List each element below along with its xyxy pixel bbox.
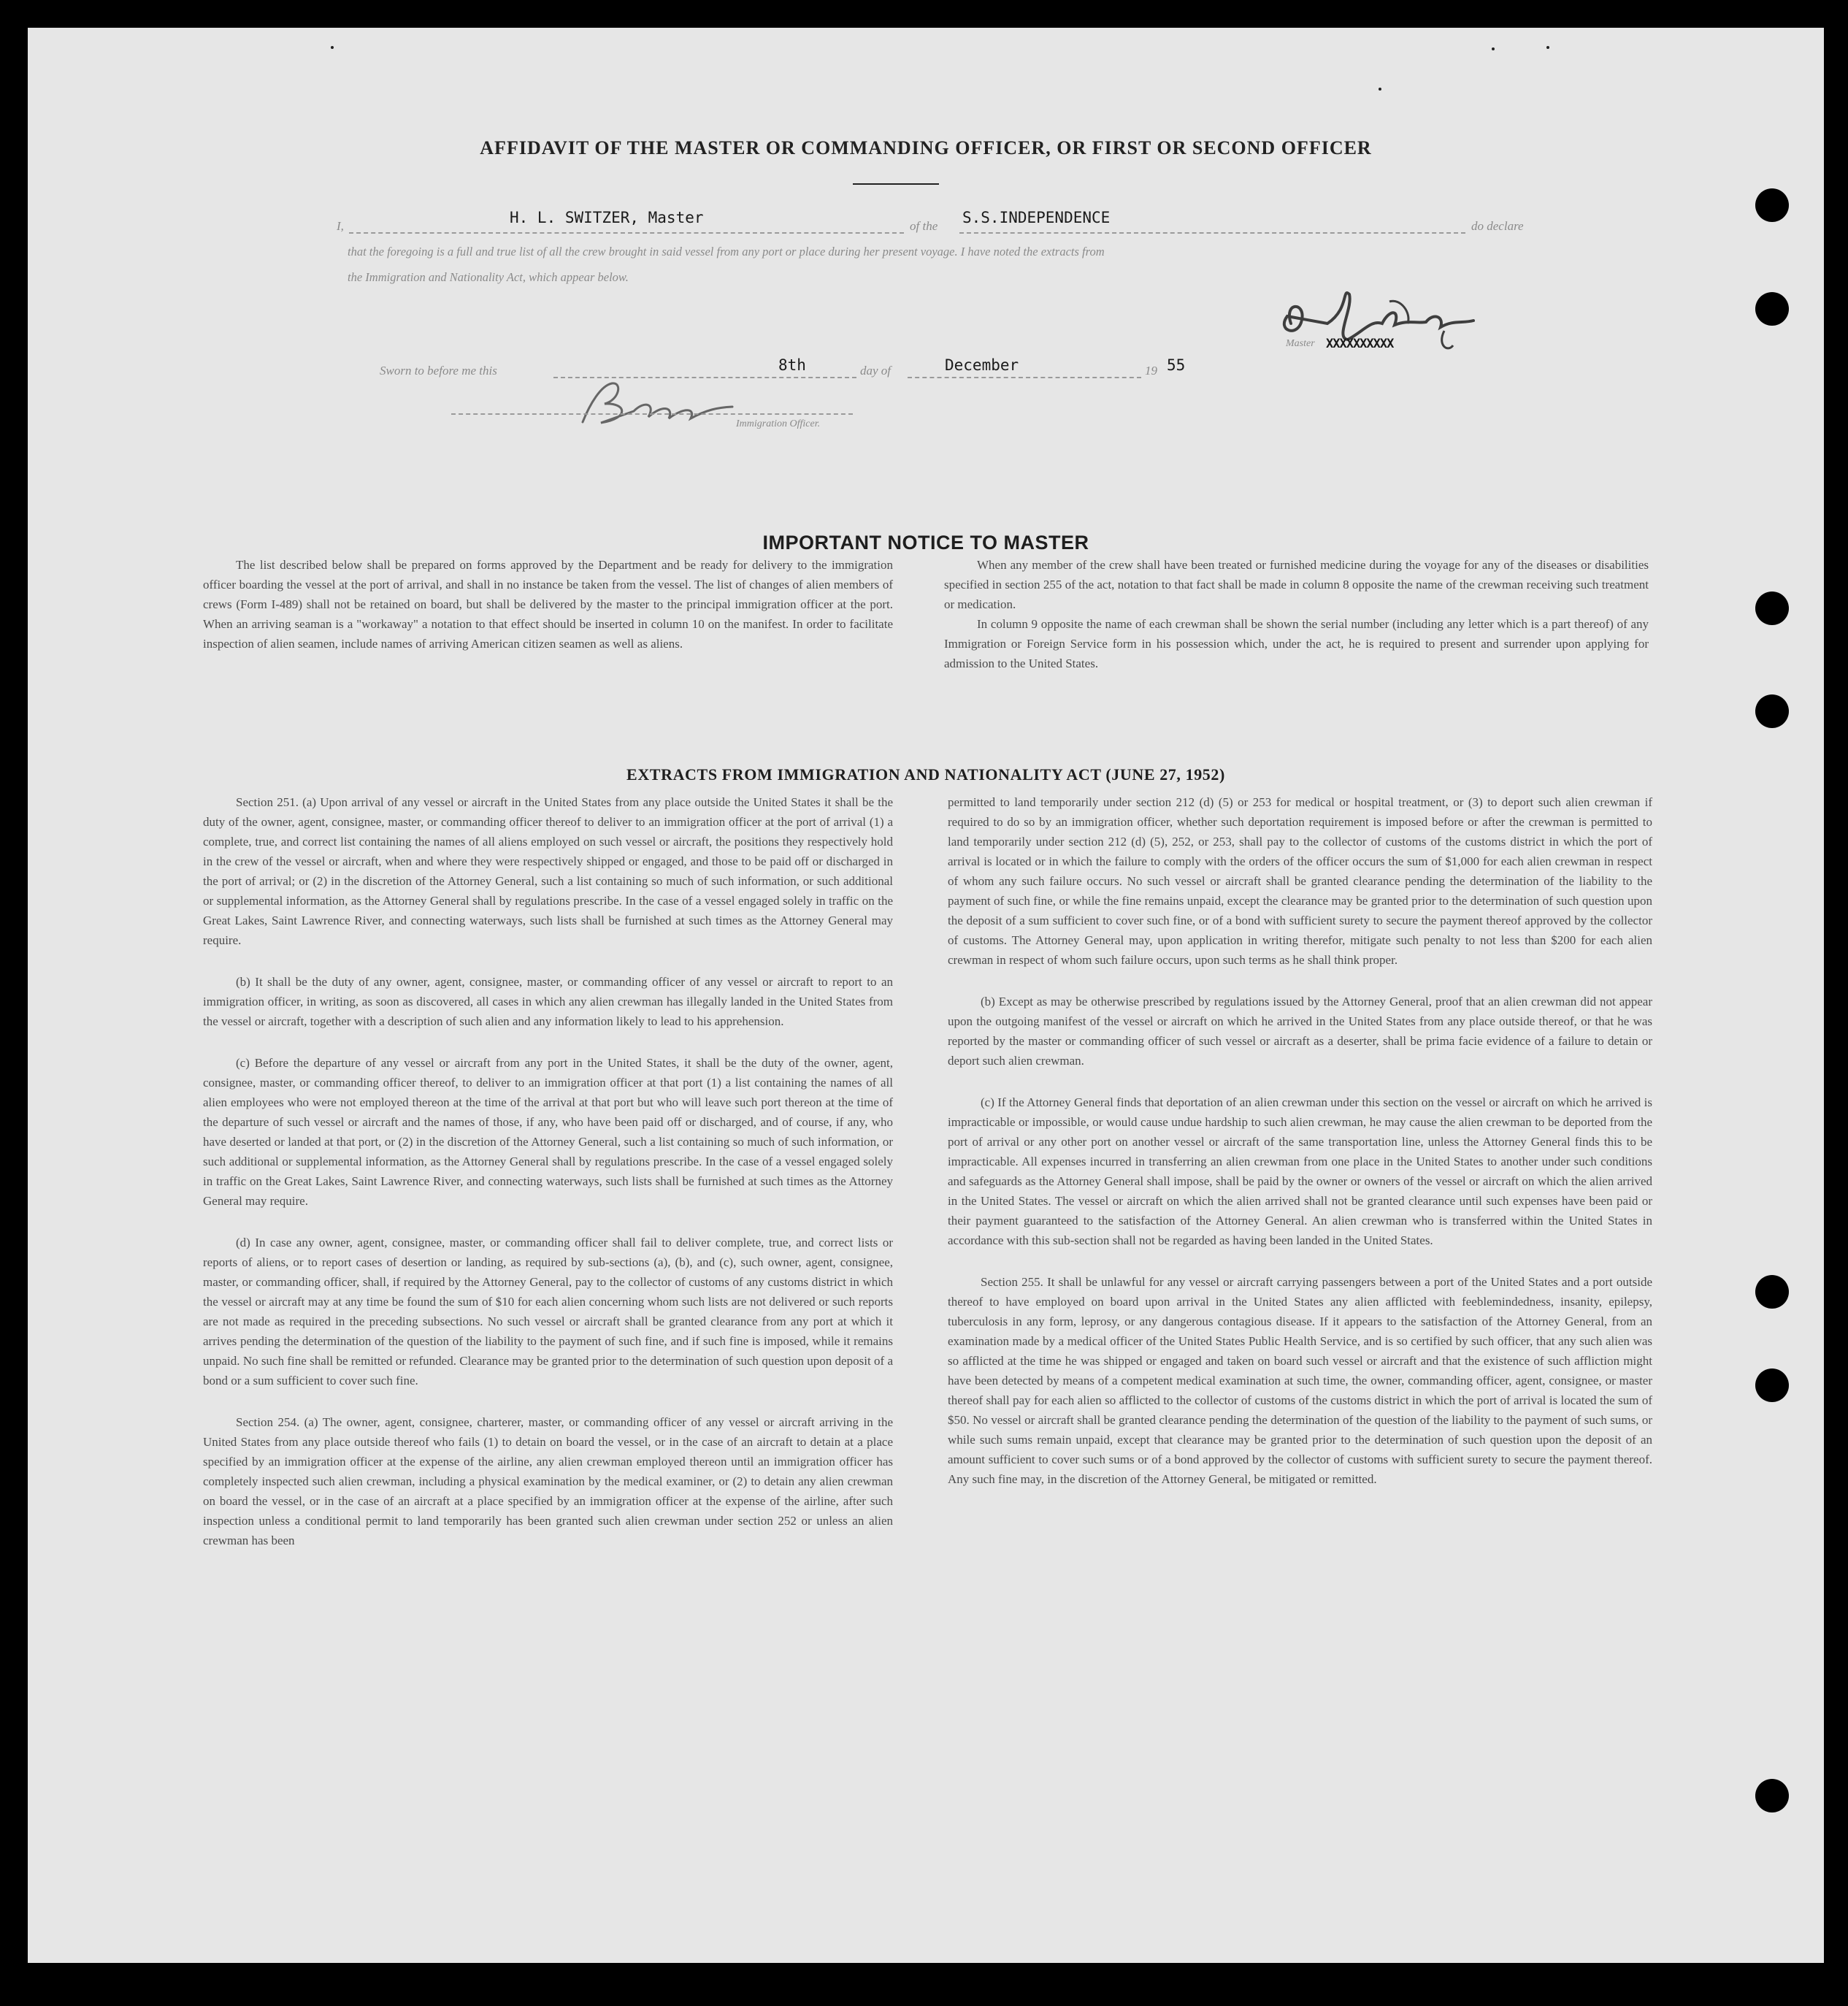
section-251b: (b) It shall be the duty of any owner, agent, consignee, master, or commanding officer of any vessel or aircraft to report to an immigration officer, in writing, as soon as discovered, all cases in which any alien crewman has illegally landed in the United States from the vessel or aircraft, together with a description of such alien and any information likely to lead to his apprehension. xyxy=(203,975,893,1028)
sworn-label: Sworn to before me this xyxy=(380,364,497,378)
declaration-line-2: the Immigration and Nationality Act, which appear below. xyxy=(348,270,629,284)
binder-hole xyxy=(1755,592,1789,625)
notice-right-paragraph-1: When any member of the crew shall have been treated or furnished medicine during the voyage for any of the diseases or disabilities specified in section 255 of the act, notation to that fact shall be made in column 8 opposite the name of the crewman receiving such treatment or medication. xyxy=(944,558,1649,611)
do-declare-label: do declare xyxy=(1471,219,1524,233)
extracts-left-column xyxy=(203,792,893,1561)
extracts-title: EXTRACTS FROM IMMIGRATION AND NATIONALITY ACT (JUNE 27, 1952) xyxy=(626,765,1225,784)
notice-left-paragraph: The list described below shall be prepared on forms approved by the Department and be ready for delivery to the immigration officer boarding the vessel at the port of arrival, and shall in no instance be taken from the vessel. The list of changes of alien members of crews (Form I-489) shall not be retained on board, but shall be delivered by the master to the principal immigration officer at the port. When an arriving seaman is a "workaway" a notation to that effect should be inserted in column 10 on the manifest. In order to facilitate inspection of alien seamen, include names of arriving American citizen seamen as well as aliens. xyxy=(203,558,893,651)
officer-caption: Immigration Officer. xyxy=(736,418,821,429)
binder-hole xyxy=(1755,1779,1789,1812)
scan-speck xyxy=(331,46,334,49)
binder-hole xyxy=(1755,1368,1789,1402)
month-value: December xyxy=(945,356,1019,374)
day-of-label: day of xyxy=(860,364,892,378)
important-notice-title: IMPORTANT NOTICE TO MASTER xyxy=(762,532,1089,554)
section-254a: Section 254. (a) The owner, agent, consignee, charterer, master, or commanding officer of any vessel or aircraft arriving in the United States from any place outside thereof who fails (1) to detain on board the vessel, or in the case of an aircraft to detain at a place specified by an immigration officer at the expense of the airline, any alien crewman employed thereon until an immigration officer has completely inspected such alien crewman, including a physical examination by the medical examiner, or (2) to detain any alien crewman on board the vessel, or in the case of an aircraft at a place specified by an immigration officer at the expense of the airline, after such inspection unless a conditional permit to land temporarily has been granted such alien crewman under section 252 or unless an alien crewman has been xyxy=(203,1415,893,1547)
vessel-field-line xyxy=(959,232,1465,234)
scan-speck xyxy=(1379,88,1381,91)
section-254c: (c) If the Attorney General finds that deportation of an alien crewman under this section on the vessel or aircraft on which he arrived is impracticable or impossible, or would cause undue hardship to such alien crewman, he may cause the alien crewman to be deported from the port of arrival or any other port on another vessel or aircraft of the same transportation line, unless the Attorney General finds this to be impracticable. All expenses incurred in transferring an alien crewman from one place in the United States to another under such conditions and safeguards as the Attorney General shall impose, shall be paid by the owner or owners of the vessel or aircraft on which the alien arrived in the United States. The vessel or aircraft on which the alien arrived shall not be granted clearance until such expenses have been paid or their payment guaranteed to the satisfaction of the Attorney General. An alien crewman who is transferred within the United States in accordance with this sub-section shall not be regarded as having been landed in the United States. xyxy=(948,1095,1652,1247)
scan-speck xyxy=(1546,46,1549,49)
notice-right-column xyxy=(944,555,1649,684)
section-251a: Section 251. (a) Upon arrival of any vessel or aircraft in the United States from any place outside the United States it shall be the duty of the owner, agent, consignee, master, or commanding officer thereof to deliver to an immigration officer at the port of arrival (1) a complete, true, and correct list containing the names of all aliens employed on such vessel or aircraft, the positions they respectively hold in the crew of the vessel or aircraft, when and where they were respectively shipped or engaged, and those to be paid off or discharged in the port of arrival; or (2) in the discretion of the Attorney General, such a list containing so much of such information, or such additional or supplemental information, as the Attorney General shall by regulations prescribe. In the case of a vessel engaged solely in traffic on the Great Lakes, Saint Lawrence River, and connecting waterways, such lists shall be furnished at such times as the Attorney General may require. xyxy=(203,795,893,947)
master-title-strikeout: XXXXXXXXXX xyxy=(1326,337,1394,351)
immigration-officer-signature xyxy=(561,375,751,433)
affidavit-title: AFFIDAVIT OF THE MASTER OR COMMANDING OFFICER, OR FIRST OR SECOND OFFICER xyxy=(480,137,1372,158)
year-prefix: 19 xyxy=(1145,364,1157,378)
officer-signature-line xyxy=(451,413,853,415)
year-value: 55 xyxy=(1167,356,1186,374)
declaration-line-1: that the foregoing is a full and true list of all the crew brought in said vessel from any port or place during her present voyage. I have noted the extracts from xyxy=(348,245,1105,259)
binder-hole xyxy=(1755,292,1789,326)
of-the-label: of the xyxy=(910,219,938,233)
document-page xyxy=(28,28,1824,1963)
month-field-line xyxy=(908,377,1141,378)
section-255: Section 255. It shall be unlawful for any vessel or aircraft carrying passengers between a port of the United States and a port outside thereof to have employed on board upon arrival in the United States any alien afflicted with feeblemindedness, insanity, epilepsy, tuberculosis in any form, leprosy, or any dangerous contagious disease. If it appears to the satisfaction of the Attorney General, from an examination made by a medical officer of the United States Public Health Service, and is so certified by such officer, that any such alien was so afflicted at the time he was shipped or engaged and taken on board such vessel or aircraft and that the existence of such affliction might have been detected by means of a competent medical examination at such time, the owner, commanding officer, agent, consignee, or master thereof shall pay for each alien so afflicted to the collector of customs of the customs district in which the port of arrival is located the sum of $50. No vessel or aircraft shall be granted clearance pending the determination of the question of the liability to the payment of such sums, or while such sums remain unpaid, except that clearance may be granted prior to the determination of such question upon the deposit of an amount sufficient to cover such sums or of a bond approved by the collector of customs with sufficient surety to secure the payment thereof. Any such fine may, in the discretion of the Attorney General, be mitigated or remitted. xyxy=(948,1275,1652,1486)
i-label: I, xyxy=(337,219,344,233)
name-field-line xyxy=(349,232,904,234)
notice-right-paragraph-2: In column 9 opposite the name of each crewman shall be shown the serial number (including any letter which is a part thereof) of any Immigration or Foreign Service form in his possession which, under the act, he is required to present and surrender upon applying for admission to the United States. xyxy=(944,617,1649,670)
binder-hole xyxy=(1755,1275,1789,1309)
section-251d: (d) In case any owner, agent, consignee, master, or commanding officer shall fail to deliver complete, true, and correct lists or reports of aliens, or to report cases of desertion or landing, as required by sub-sections (a), (b), and (c), such owner, agent, consignee, master, or commanding officer, shall, if required by the Attorney General, pay to the collector of customs of any customs district in which the vessel or aircraft may at any time be found the sum of $10 for each alien concerning whom such lists are not delivered or such reports are not made as required in the preceding subsections. No such vessel or aircraft shall be granted clearance from any port at which it arrives pending the determination of the question of the liability to the payment of such fine, and if such fine is imposed, while it remains unpaid. No such fine shall be remitted or refunded. Clearance may be granted prior to the determination of such question upon deposit of a bond or a sum sufficient to cover such fine. xyxy=(203,1236,893,1387)
scan-speck xyxy=(1492,47,1495,50)
binder-hole xyxy=(1755,694,1789,728)
day-value: 8th xyxy=(778,356,806,374)
master-caption: Master xyxy=(1286,338,1315,349)
section-254b: (b) Except as may be otherwise prescribed by regulations issued by the Attorney General, proof that an alien crewman did not appear upon the outgoing manifest of the vessel or aircraft on which he arrived in the United States from any place outside thereof, or that he was reported by the master or commanding officer of such vessel or aircraft as a deserter, shall be prima facie evidence of a failure to detain or deport such alien crewman. xyxy=(948,995,1652,1068)
title-rule xyxy=(853,183,939,185)
extracts-right-column xyxy=(948,792,1652,1499)
master-name-value: H. L. SWITZER, Master xyxy=(510,209,704,226)
section-254a-continued: permitted to land temporarily under section 212 (d) (5) or 253 for medical or hospital treatment, or (3) to deport such alien crewman if required to do so by an immigration officer, whether such deportation requirement is imposed before or after the crewman is permitted to land temporarily under section 212 (d) (5), 252, or 253, shall pay to the collector of customs of the customs district in which the port of arrival is located or in which the failure to comply with the orders of the officer occurs the sum of $1,000 for each alien crewman in respect of whom any such failure occurs. No such vessel or aircraft shall be granted clearance pending the determination of the liability to the payment of such fine, or while the fine remains unpaid, except the clearance may be granted prior to the determination of such question upon the deposit of a sum sufficient to cover such fine, or of a bond with sufficient surety to secure the payment thereof approved by the collector of customs. The Attorney General may, upon application in writing therefor, mitigate such penalty to not less than $200 for each alien crewman in respect of whom such failure occurs, upon such terms as he shall think proper. xyxy=(948,795,1652,967)
binder-hole xyxy=(1755,188,1789,222)
notice-left-column xyxy=(203,555,893,664)
section-251c: (c) Before the departure of any vessel or aircraft from any port in the United States, it shall be the duty of the owner, agent, consignee, master, or commanding officer thereof, to deliver to an immigration officer at that port (1) a list containing the names of all alien employees who were not employed thereon at the time of the arrival at that port but who will leave such port thereon at the time of the departure of such vessel or aircraft and the names of those, if any, who have been paid off or discharged, and of course, if any, who have deserted or landed at that port, or (2) in the discretion of the Attorney General, such a list containing so much of such information, or such additional or supplemental information, as the Attorney General shall by regulations prescribe. In the case of a vessel engaged solely in traffic on the Great Lakes, Saint Lawrence River, and connecting waterways, such lists shall be furnished at such times as the Attorney General may require. xyxy=(203,1056,893,1208)
vessel-name-value: S.S.INDEPENDENCE xyxy=(962,209,1111,226)
